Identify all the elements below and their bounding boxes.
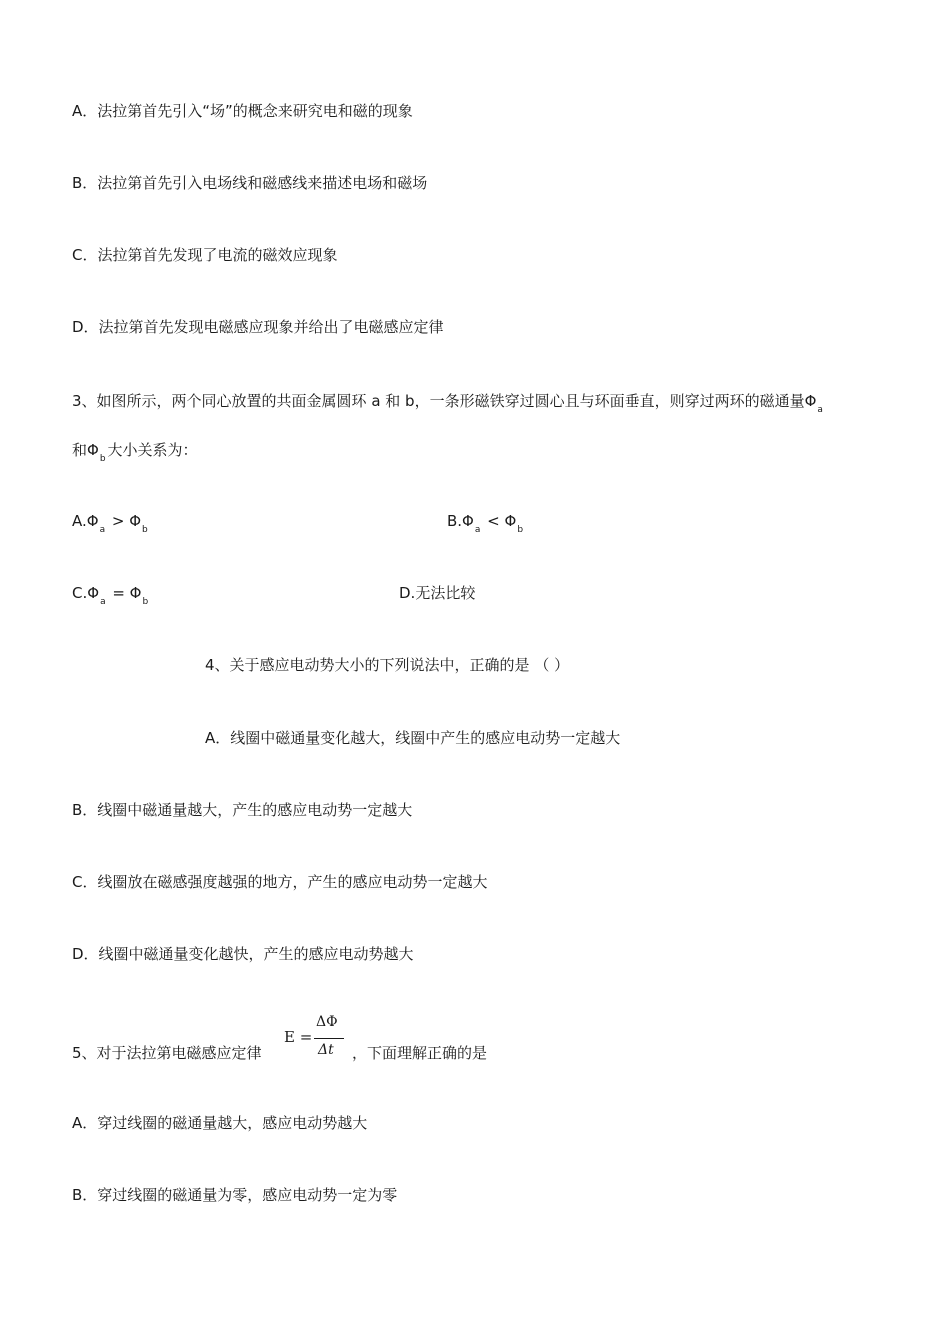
q3-option-d: D.无法比较: [399, 584, 476, 602]
q3-stem-line2: [72, 440, 198, 463]
q3-option-c: [72, 583, 150, 606]
q5-stem-prefix: 5、对于法拉第电磁感应定律: [72, 1044, 262, 1062]
option-text: A.Φ: [72, 512, 99, 530]
subscript-a: a: [817, 405, 823, 415]
subscript: a: [100, 597, 106, 607]
option-text: = Φ: [107, 584, 142, 602]
q5-option-a: A．穿过线圈的磁通量越大，感应电动势越大: [72, 1114, 368, 1132]
subscript: a: [474, 525, 481, 535]
q3-option-a: [72, 511, 150, 534]
q3-stem-text-3: 大小关系为：: [107, 441, 198, 459]
q3-stem-text-2: 和Φ: [72, 441, 99, 459]
q3-stem-line1: [72, 391, 825, 414]
formula-denominator: Δt: [318, 1042, 334, 1058]
subscript: b: [142, 597, 149, 607]
q2-option-b: B．法拉第首先引入电场线和磁感线来描述电场和磁场: [72, 174, 428, 192]
q4-option-b: B．线圈中磁通量越大，产生的感应电动势一定越大: [72, 801, 413, 819]
q3-stem-text: 3、如图所示，两个同心放置的共面金属圆环 a 和 b，一条形磁铁穿过圆心且与环面垂直，则穿过两环的磁通量Φ: [72, 392, 817, 410]
option-text: B.Φ: [447, 512, 474, 530]
subscript: b: [142, 525, 148, 535]
option-text: C.Φ: [72, 584, 100, 602]
option-text: < Φ: [482, 512, 517, 530]
q2-option-d: D．法拉第首先发现电磁感应现象并给出了电磁感应定律: [72, 318, 444, 336]
subscript: a: [99, 525, 106, 535]
q2-option-a: A．法拉第首先引入“场”的概念来研究电和磁的现象: [72, 102, 413, 120]
faraday-law-formula: [280, 1012, 350, 1068]
q3-option-b: [447, 511, 525, 534]
subscript: b: [517, 525, 524, 535]
q5-option-b: B．穿过线圈的磁通量为零，感应电动势一定为零: [72, 1186, 398, 1204]
q5-stem-suffix: ，下面理解正确的是: [352, 1044, 488, 1062]
q2-option-c: C．法拉第首先发现了电流的磁效应现象: [72, 246, 338, 264]
subscript-b: b: [99, 454, 106, 464]
q4-stem: 4、关于感应电动势大小的下列说法中，正确的是 （ ）: [205, 656, 570, 674]
q4-option-c: C．线圈放在磁感强度越强的地方，产生的感应电动势一定越大: [72, 873, 488, 891]
q4-option-d: D．线圈中磁通量变化越快，产生的感应电动势越大: [72, 945, 414, 963]
fraction-bar: [314, 1038, 344, 1039]
option-text: > Φ: [107, 512, 142, 530]
formula-numerator: ΔΦ: [316, 1014, 338, 1030]
q4-option-a: A．线圈中磁通量变化越大，线圈中产生的感应电动势一定越大: [205, 729, 621, 747]
formula-lhs: E =: [284, 1028, 313, 1046]
